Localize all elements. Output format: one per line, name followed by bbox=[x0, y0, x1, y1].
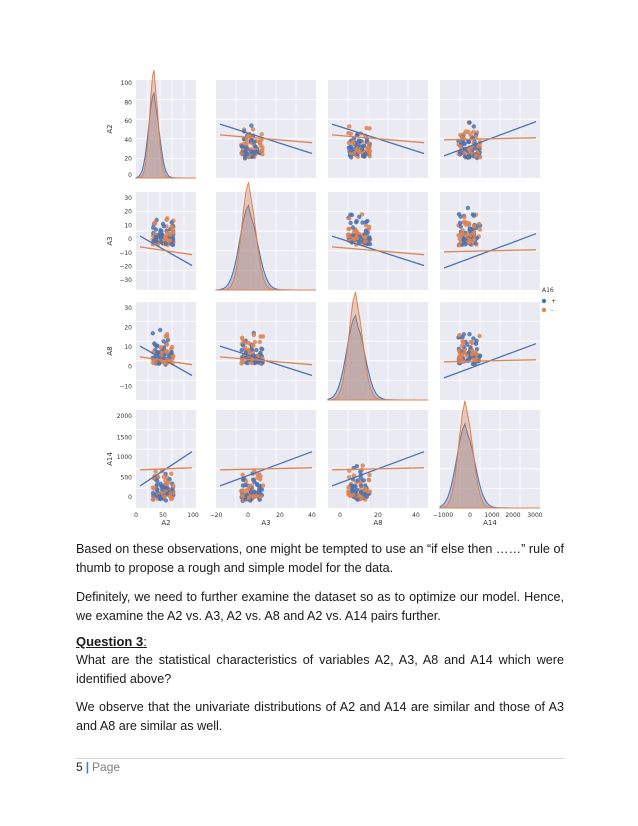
scatter-point bbox=[169, 491, 173, 495]
panel-background bbox=[216, 302, 316, 400]
scatter-point bbox=[249, 490, 253, 494]
scatter-point bbox=[347, 124, 351, 128]
scatter-point bbox=[154, 235, 158, 239]
scatter-point bbox=[258, 477, 262, 481]
scatter-point bbox=[240, 360, 244, 364]
scatter-point bbox=[258, 334, 262, 338]
scatter-point bbox=[459, 224, 463, 228]
scatter-point bbox=[159, 345, 163, 349]
scatter-point bbox=[351, 484, 355, 488]
scatter-point bbox=[346, 232, 350, 236]
scatter-point bbox=[467, 153, 471, 157]
scatter-point bbox=[363, 235, 367, 239]
scatter-point bbox=[158, 482, 162, 486]
scatter-point bbox=[241, 488, 245, 492]
scatter-point bbox=[258, 141, 262, 145]
x-tick-label: 0 bbox=[338, 512, 342, 519]
y-tick-label: 0 bbox=[128, 363, 132, 371]
scatter-point bbox=[160, 487, 164, 491]
scatter-point bbox=[167, 231, 171, 235]
scatter-point bbox=[368, 489, 372, 493]
scatter-point bbox=[162, 494, 166, 498]
scatter-point bbox=[161, 339, 165, 343]
scatter-point bbox=[153, 469, 157, 473]
scatter-point bbox=[472, 224, 476, 228]
scatter-point bbox=[258, 340, 262, 344]
scatter-point bbox=[462, 332, 466, 336]
scatter-point bbox=[458, 221, 462, 225]
scatter-point bbox=[477, 222, 481, 226]
scatter-point bbox=[245, 488, 249, 492]
scatter-point bbox=[346, 485, 350, 489]
scatter-point bbox=[348, 221, 352, 225]
panel-background bbox=[328, 410, 428, 508]
y-tick-label: 60 bbox=[124, 118, 132, 126]
scatter-point bbox=[478, 155, 482, 159]
x-tick-label: 3000 bbox=[527, 512, 543, 519]
paragraph-observations: Based on these observations, one might be tempted to use an “if else then ……” rule of thumb to propose a rough and simple model for the data. bbox=[76, 542, 564, 575]
scatter-point bbox=[464, 233, 468, 237]
page-footer bbox=[76, 760, 120, 774]
scatter-point bbox=[457, 349, 461, 353]
scatter-point bbox=[366, 141, 370, 145]
y-tick-label: 0 bbox=[128, 236, 132, 244]
y-tick-label: 10 bbox=[124, 344, 132, 352]
scatter-point bbox=[350, 489, 354, 493]
scatter-point bbox=[157, 362, 161, 366]
panel-background bbox=[440, 302, 540, 400]
scatter-point bbox=[251, 478, 255, 482]
scatter-point bbox=[243, 497, 247, 501]
scatter-point bbox=[245, 147, 249, 151]
scatter-point bbox=[252, 151, 256, 155]
scatter-point bbox=[365, 231, 369, 235]
scatter-point bbox=[240, 336, 244, 340]
scatter-point bbox=[151, 491, 155, 495]
scatter-point bbox=[463, 154, 467, 158]
footer-divider bbox=[76, 758, 564, 759]
y-tick-label: 30 bbox=[124, 194, 132, 202]
scatter-point bbox=[155, 350, 159, 354]
scatter-point bbox=[355, 230, 359, 234]
y-tick-label: 10 bbox=[124, 222, 132, 230]
scatter-point bbox=[468, 239, 472, 243]
scatter-point bbox=[458, 214, 462, 218]
scatter-point bbox=[248, 484, 252, 488]
scatter-point bbox=[367, 478, 371, 482]
scatter-point bbox=[158, 497, 162, 501]
x-tick-label: 40 bbox=[308, 512, 316, 519]
scatter-point bbox=[351, 141, 355, 145]
y-tick-label: −10 bbox=[119, 249, 132, 257]
y-axis-label: A3 bbox=[106, 236, 114, 246]
scatter-point bbox=[249, 123, 253, 127]
scatter-point bbox=[470, 341, 474, 345]
scatter-point bbox=[245, 152, 249, 156]
scatter-point bbox=[164, 498, 168, 502]
scatter-point bbox=[365, 495, 369, 499]
scatter-point bbox=[467, 120, 471, 124]
y-tick-label: 20 bbox=[124, 208, 132, 216]
scatter-point bbox=[356, 478, 360, 482]
scatter-point bbox=[252, 140, 256, 144]
scatter-point bbox=[162, 224, 166, 228]
scatter-point bbox=[158, 328, 162, 332]
panel-background bbox=[328, 192, 428, 290]
scatter-point bbox=[367, 473, 371, 477]
scatter-point bbox=[359, 484, 363, 488]
scatter-point bbox=[357, 149, 361, 153]
scatter-point bbox=[468, 133, 472, 137]
scatter-point bbox=[252, 333, 256, 337]
scatter-point bbox=[457, 243, 461, 247]
y-axis-label: A8 bbox=[106, 346, 114, 356]
scatter-point bbox=[365, 146, 369, 150]
scatter-point bbox=[466, 206, 470, 210]
legend-marker bbox=[542, 308, 546, 312]
y-tick-label: 80 bbox=[124, 99, 132, 107]
scatter-point bbox=[457, 333, 461, 337]
scatter-point bbox=[167, 353, 171, 357]
scatter-point bbox=[261, 483, 265, 487]
x-tick-label: 20 bbox=[374, 512, 382, 519]
scatter-point bbox=[170, 225, 174, 229]
y-tick-label: 0 bbox=[128, 494, 132, 502]
scatter-point bbox=[164, 241, 168, 245]
scatter-point bbox=[463, 220, 467, 224]
panel-background bbox=[216, 80, 316, 178]
scatter-point bbox=[358, 470, 362, 474]
x-axis-label: A8 bbox=[373, 519, 383, 527]
scatter-point bbox=[478, 227, 482, 231]
scatter-point bbox=[162, 475, 166, 479]
x-tick-label: 40 bbox=[412, 512, 420, 519]
scatter-point bbox=[247, 495, 251, 499]
scatter-point bbox=[472, 214, 476, 218]
x-tick-label: 50 bbox=[159, 512, 167, 519]
page-number: 5 bbox=[76, 760, 83, 774]
scatter-point bbox=[166, 480, 170, 484]
x-tick-label: 0 bbox=[246, 512, 250, 519]
scatter-point bbox=[355, 219, 359, 223]
scatter-point bbox=[459, 151, 463, 155]
page-word: Page bbox=[92, 760, 121, 774]
scatter-point bbox=[165, 343, 169, 347]
question-heading bbox=[76, 634, 147, 649]
scatter-point bbox=[470, 352, 474, 356]
scatter-point bbox=[461, 237, 465, 241]
y-axis-label: A14 bbox=[106, 452, 114, 466]
scatter-point bbox=[358, 139, 362, 143]
scatter-point bbox=[467, 332, 471, 336]
x-tick-label: 0 bbox=[468, 512, 472, 519]
scatter-point bbox=[467, 221, 471, 225]
y-tick-label: −10 bbox=[119, 383, 132, 391]
scatter-point bbox=[474, 153, 478, 157]
y-axis-label: A2 bbox=[106, 124, 114, 134]
scatter-point bbox=[158, 228, 162, 232]
scatter-point bbox=[462, 131, 466, 135]
scatter-point bbox=[351, 225, 355, 229]
y-tick-label: 1500 bbox=[116, 434, 132, 442]
y-tick-label: 20 bbox=[124, 155, 132, 163]
scatter-point bbox=[364, 126, 368, 130]
panel-background bbox=[440, 80, 540, 178]
x-axis-label: A3 bbox=[261, 519, 271, 527]
scatter-point bbox=[164, 218, 168, 222]
scatter-point bbox=[153, 221, 157, 225]
y-tick-label: −20 bbox=[119, 263, 132, 271]
x-tick-label: 0 bbox=[134, 512, 138, 519]
scatter-point bbox=[254, 494, 258, 498]
y-tick-label: 0 bbox=[128, 172, 132, 180]
scatter-point bbox=[477, 355, 481, 359]
scatter-point bbox=[240, 348, 244, 352]
y-tick-label: 30 bbox=[124, 304, 132, 312]
scatter-point bbox=[473, 146, 477, 150]
scatter-point bbox=[458, 144, 462, 148]
x-tick-label: 2000 bbox=[505, 512, 521, 519]
scatter-point bbox=[258, 351, 262, 355]
scatter-point bbox=[477, 334, 481, 338]
scatter-point bbox=[472, 124, 476, 128]
pairplot-figure bbox=[60, 70, 560, 530]
scatter-point bbox=[151, 331, 155, 335]
scatter-point bbox=[367, 150, 371, 154]
scatter-point bbox=[362, 478, 366, 482]
paragraph-univariate: We observe that the univariate distributions of A2 and A14 are similar and those of A3 and A8 are similar as well. bbox=[76, 700, 564, 733]
panel-background bbox=[216, 192, 316, 290]
x-tick-label: 1000 bbox=[484, 512, 500, 519]
scatter-point bbox=[368, 242, 372, 246]
panel-background bbox=[216, 410, 316, 508]
scatter-point bbox=[240, 144, 244, 148]
scatter-point bbox=[153, 361, 157, 365]
scatter-point bbox=[349, 148, 353, 152]
scatter-point bbox=[346, 227, 350, 231]
scatter-point bbox=[155, 344, 159, 348]
scatter-point bbox=[155, 487, 159, 491]
scatter-point bbox=[243, 483, 247, 487]
scatter-point bbox=[239, 151, 243, 155]
scatter-point bbox=[165, 335, 169, 339]
panel-background bbox=[328, 80, 428, 178]
x-axis-label: A2 bbox=[161, 519, 171, 527]
y-tick-label: 2000 bbox=[116, 412, 132, 420]
y-tick-label: 100 bbox=[120, 80, 132, 87]
scatter-point bbox=[348, 494, 352, 498]
scatter-point bbox=[368, 154, 372, 158]
scatter-point bbox=[244, 141, 248, 145]
scatter-point bbox=[460, 343, 464, 347]
scatter-point bbox=[349, 132, 353, 136]
scatter-point bbox=[363, 239, 367, 243]
scatter-point bbox=[361, 463, 365, 467]
y-tick-label: 40 bbox=[124, 136, 132, 144]
x-tick-label: −1000 bbox=[432, 512, 454, 519]
legend-entry: - bbox=[551, 307, 554, 314]
scatter-point bbox=[243, 156, 247, 160]
scatter-point bbox=[474, 339, 478, 343]
scatter-point bbox=[164, 349, 168, 353]
scatter-point bbox=[465, 342, 469, 346]
paragraph-further-examine: Definitely, we need to further examine the dataset so as to optimize our model. Hence, we examine the A2 vs. A3, A2 vs. A8 and A2 vs. A14 pairs further. bbox=[76, 590, 564, 623]
scatter-point bbox=[468, 233, 472, 237]
scatter-point bbox=[168, 238, 172, 242]
scatter-point bbox=[154, 239, 158, 243]
scatter-point bbox=[256, 490, 260, 494]
scatter-point bbox=[462, 215, 466, 219]
scatter-point bbox=[357, 215, 361, 219]
x-tick-label: 20 bbox=[276, 512, 284, 519]
scatter-point bbox=[255, 482, 259, 486]
scatter-point bbox=[355, 497, 359, 501]
legend-marker bbox=[542, 299, 546, 303]
question-label: Question 3 bbox=[76, 634, 144, 649]
question-colon: : bbox=[143, 634, 147, 649]
scatter-point bbox=[169, 472, 173, 476]
scatter-point bbox=[355, 236, 359, 240]
scatter-point bbox=[246, 348, 250, 352]
x-tick-label: 100 bbox=[187, 512, 199, 519]
y-tick-label: 500 bbox=[120, 474, 132, 482]
footer-separator: | bbox=[85, 760, 90, 774]
y-tick-label: 1000 bbox=[116, 454, 132, 462]
scatter-point bbox=[171, 484, 175, 488]
scatter-point bbox=[159, 236, 163, 240]
scatter-point bbox=[151, 226, 155, 230]
x-tick-label: −20 bbox=[209, 512, 223, 519]
panel-background bbox=[440, 192, 540, 290]
legend-entry: + bbox=[551, 298, 557, 305]
scatter-point bbox=[244, 360, 248, 364]
scatter-point bbox=[364, 220, 368, 224]
y-tick-label: 20 bbox=[124, 324, 132, 332]
scatter-point bbox=[151, 486, 155, 490]
legend-title: A16 bbox=[542, 287, 554, 294]
y-tick-label: −30 bbox=[119, 277, 132, 285]
scatter-point bbox=[260, 132, 264, 136]
scatter-point bbox=[347, 216, 351, 220]
scatter-point bbox=[259, 149, 263, 153]
scatter-point bbox=[347, 141, 351, 145]
paragraph-question: What are the statistical characteristics of variables A2, A3, A8 and A14 which were identified above? bbox=[76, 653, 564, 686]
x-axis-label: A14 bbox=[483, 519, 497, 527]
scatter-point bbox=[367, 235, 371, 239]
